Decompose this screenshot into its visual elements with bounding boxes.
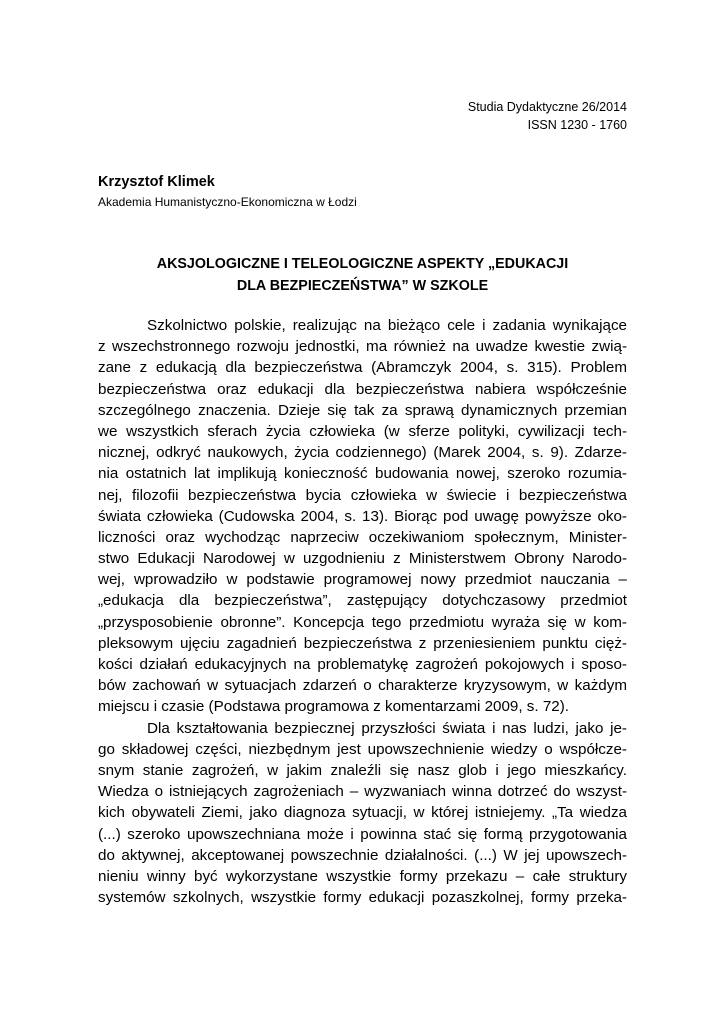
journal-name: Studia Dydaktyczne 26/2014 <box>467 100 627 114</box>
body-line: „przysposobienie obronne”. Koncepcja tego przedmiotu wyraża się w kom- <box>98 613 627 631</box>
body-line: we wszystkich sferach życia człowieka (w sferze polityki, cywilizacji tech- <box>98 422 627 440</box>
body-line: miejscu i czasie (Podstawa programowa z komentarzami 2009, s. 72). <box>98 698 570 716</box>
body-line: pleksowym ujęciu zagadnień bezpieczeństwa z przeniesieniem punktu cięż- <box>98 634 627 652</box>
paragraph-2 <box>98 718 627 909</box>
body-line: bów zachowań w sytuacjach zdarzeń o charakterze kryzysowym, w każdym <box>98 677 627 695</box>
body-line: nia ostatnich lat implikują konieczność budowania nowej, szeroko rozumia- <box>98 465 627 483</box>
body-line: nej, filozofii bezpieczeństwa bycia człowieka w świecie i bezpieczeństwa <box>98 486 627 504</box>
body-line: wej, wprowadziło w podstawie programowej nowy przedmiot nauczania – <box>98 571 627 589</box>
body-line: „edukacja dla bezpieczeństwa”, zastępujący dotychczasowy przedmiot <box>98 592 627 610</box>
body-line: kości działań edukacyjnych na problematykę zagrożeń pokojowych i sposo- <box>98 656 627 673</box>
body-line: Szkolnictwo polskie, realizując na bieżąco cele i zadania wynikające <box>147 317 627 334</box>
body-line: szczególnego znaczenia. Dzieje się tak za sprawą dynamicznych przemian <box>98 401 627 419</box>
body-line: bezpieczeństwa oraz edukacji dla bezpieczeństwa nabiera współcześnie <box>98 380 627 398</box>
body-line: Wiedza o istniejących zagrożeniach – wyzwaniach winna dotrzeć do wszyst- <box>98 783 627 801</box>
author-block <box>98 172 357 211</box>
body-line: nieniu winny być wykorzystane wszystkie formy przekazu – całe struktury <box>98 867 627 885</box>
body-line: Dla kształtowania bezpiecznej przyszłości świata i nas ludzi, jako je- <box>147 719 627 737</box>
body-line: (...) szeroko upowszechniana może i powinna stać się formą przygotowania <box>98 825 627 843</box>
body-line: systemów szkolnych, wszystkie formy edukacji pozaszkolnej, formy przeka- <box>98 889 627 907</box>
body-line: stwo Edukacji Narodowej w uzgodnieniu z Ministerstwem Obrony Narodo- <box>98 550 627 568</box>
author-name: Krzysztof Klimek <box>98 174 215 190</box>
body-line: do aktywnej, akceptowanej powszechnie działalności. (...) W jej upowszech- <box>98 846 627 864</box>
article-body <box>98 315 627 908</box>
article-title <box>98 253 627 297</box>
title-line: DLA BEZPIECZEŃSTWA” W SZKOLE <box>236 278 489 294</box>
body-line: nicznej, odkryć naukowych, życia codziennego) (Marek 2004, s. 9). Zdarze- <box>98 444 627 462</box>
body-line: świata człowieka (Cudowska 2004, s. 13). Biorąc pod uwagę powyższe oko- <box>98 507 627 525</box>
paragraph-1 <box>98 315 627 718</box>
body-line: liczności oraz wychodząc naprzeciw oczekiwaniom społecznym, Minister- <box>98 528 627 546</box>
body-line: snym stanie zagrożeń, w jakim znaleźli się nasz glob i jego mieszkańcy. <box>98 761 627 779</box>
journal-header <box>468 98 627 134</box>
title-line: AKSJOLOGICZNE I TELEOLOGICZNE ASPEKTY „EDUKACJI <box>156 256 569 272</box>
body-line: z wszechstronnego rozwoju jednostki, ma również na uwadze kwestie zwią- <box>98 338 627 356</box>
issn: ISSN 1230 - 1760 <box>527 118 627 132</box>
body-line: zane z edukacją dla bezpieczeństwa (Abramczyk 2004, s. 315). Problem <box>98 359 627 377</box>
author-affiliation: Akademia Humanistyczno-Ekonomiczna w Łodzi <box>98 195 357 209</box>
body-line: go składowej części, niezbędnym jest upowszechnienie wiedzy o współcze- <box>98 740 627 758</box>
body-line: kich obywateli Ziemi, jako diagnoza sytuacji, w której istniejemy. „Ta wiedza <box>98 804 627 822</box>
